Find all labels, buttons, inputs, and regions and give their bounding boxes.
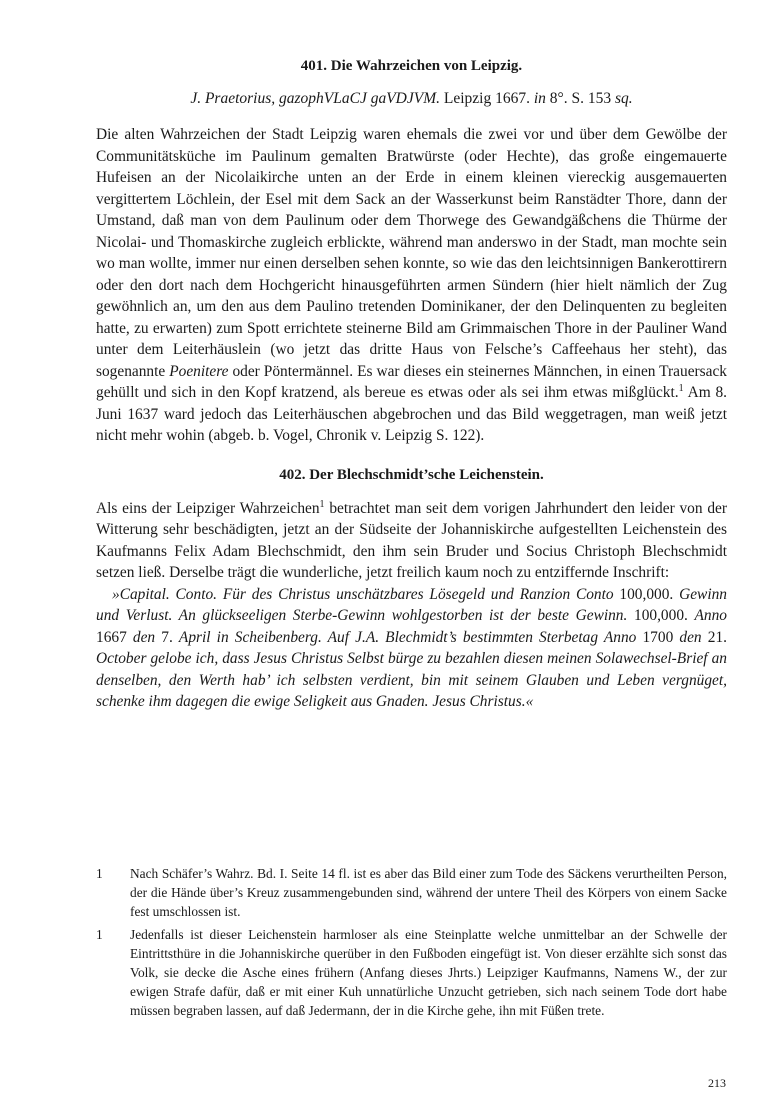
quote-segment: April in Scheibenberg. Auf J.A. Blechmidt’s bestimmten Sterbetag Anno <box>178 628 637 646</box>
page-content <box>96 0 727 713</box>
section-title-401: 401. Die Wahrzeichen von Leipzig. <box>300 58 523 74</box>
quote-segment: 1700 <box>636 628 680 646</box>
footnote-item <box>96 864 727 921</box>
quote-segment: 21. <box>701 628 727 646</box>
footnote-item <box>96 925 727 1020</box>
paragraph-402 <box>96 498 727 584</box>
source-rest: Leipzig 1667. <box>440 90 534 107</box>
quote-segment: »Capital. Conto. Für des Christus unschätzbares Lösegeld und Ranzion Conto <box>112 585 614 603</box>
paragraph-401 <box>96 124 727 447</box>
source-italic: J. Praetorius, gazophVLaCJ gaVDJVM. <box>190 90 441 107</box>
source-sq: sq. <box>615 90 633 107</box>
quote-segment: den <box>679 628 702 646</box>
para-402-b: betrachtet man seit dem vorigen Jahrhundert den leider von der Witterung sehr beschädigten, jetzt an der Südseite der Johanniskirche aufgestellten Leichenstein des Kaufmanns Felix Adam Blechschmidt, den ihm sein Bruder und Socius Christoph Blechschmidt setzen ließ. Derselbe trägt die wunderliche, jetzt freilich kaum noch zu entziffernde Inschrift: <box>96 499 727 581</box>
para-402-a: Als eins der Leipziger Wahrzeichen <box>96 499 320 517</box>
section-title-402: 402. Der Blechschmidt’sche Leichenstein. <box>279 466 544 483</box>
quote-segment: Gewinn und Verlust. An glückseeligen Sterbe-Gewinn wohlgestorben ist der beste Gewinn. <box>96 585 727 624</box>
footnotes <box>96 864 727 1024</box>
quote-segment: den <box>132 628 156 646</box>
quote-segment: 1667 <box>96 628 133 646</box>
source-in: in <box>533 90 546 107</box>
quote-segment: October gelobe ich, dass Jesus Christus Selbst bürge zu bezahlen diesen meinen Solawechsel-Brief an denselben, den Werth hab’ ich selbsten verdient, bin mit seinem Glauben und Leben vergnüget, schenke ihm dagegen die ewige Seligkeit aus Gnaden. Jesus Christus.« <box>96 650 727 710</box>
footnote-text: Jedenfalls ist dieser Leichenstein harmloser als eine Steinplatte welche unmittelbar an der Schwelle der Eintrittsthüre in die Johanniskirche querüber in den Fußboden eingefügt ist. Von dieser erzählte sich sonst das Volk, sie decke die Asche eines frühern (Anfang dieses Jhrts.) Leipziger Kaufmanns, Namens W., der zur ewigen Strafe dafür, daß er mit einer Kuh unnatürliche Unzucht getrieben, sich nach seinem Tode dort habe müssen begraben lassen, auf daß Jedermann, der in die Kirche gehe, ihn mit Füßen trete. <box>130 927 727 1018</box>
footnote-ref-2[interactable]: 1 <box>319 498 325 510</box>
para-401-b: oder Pöntermännel. Es war dieses ein steinernes Männchen, in einen Trauersack gehüllt und sich in den Kopf kratzend, als bereue es etwas oder als sei ihm etwas mißglückt. <box>96 362 727 401</box>
quote-segment: 100,000. <box>627 607 695 624</box>
quote-segment: 7. <box>155 628 179 646</box>
footnote-ref-1[interactable]: 1 <box>678 383 684 394</box>
para-401-c: Am 8. Juni 1637 ward jedoch das Leiterhäuschen abgebrochen und das Bild weggetragen, man weiß jetzt nicht mehr wohin (abgeb. b. Vogel, Chronik v. Leipzig S. 122). <box>96 384 727 444</box>
footnote-text: Nach Schäfer’s Wahrz. Bd. I. Seite 14 fl. ist es aber das Bild einer zum Tode des Säckens verurtheilten Person, der die Hände über’s Kreuz zusammengebunden sind, während der untere Theil des Körpers von einem Sacke fest umschlossen ist. <box>130 866 727 919</box>
source-citation <box>96 89 727 109</box>
footnote-number: 1 <box>96 866 103 881</box>
footnote-number: 1 <box>96 927 103 942</box>
source-end: 8°. S. 153 <box>545 90 615 107</box>
page-number: 213 <box>708 1076 726 1090</box>
quote-segment: 100,000. <box>613 585 680 603</box>
quote-segment: Anno <box>694 607 728 624</box>
para-401-italic: Poenitere <box>169 362 229 380</box>
para-401-a: Die alten Wahrzeichen der Stadt Leipzig waren ehemals die zwei vor und über dem Gewölbe der Communitätsküche im Paulinum gemalten Bratwürste (oder Hechte), das große eingemauerte Hufeisen an der Nicolaikirche unten an der Erde in einem kleinen viereckig ausgemauerten vergittertem Löchlein, der Esel mit dem Sack an der Wasserkunst beim Ranstädter Thore, dann der Umstand, daß man von dem Paulinum oder dem Thorwege des Gewandgäßchens die Thürme der Nicolai- und Thomaskirche zugleich erblickte, während man anderswo in der Stadt, man mochte sein wo man wollte, immer nur einen derselben sehen konnte, so wie das den leichtsinnigen Bankerottirern oder den dort nach dem Hochgericht hinausgeführten armen Sündern (hier hielt nämlich der Zug gewöhnlich an, um den aus dem Paulino tretenden Dominikaner, der den Delinquenten zu begleiten hatte, zu erwarten) zum Spott errichtete steinerne Bild am Grimmaischen Thore in der Pauliner Wand unter dem Leiterhäuslein (wo jetzt das dritte Haus von Felsche’s Caffeehaus her steht), das sogenannte <box>96 126 727 380</box>
inscription-quote <box>96 584 727 713</box>
